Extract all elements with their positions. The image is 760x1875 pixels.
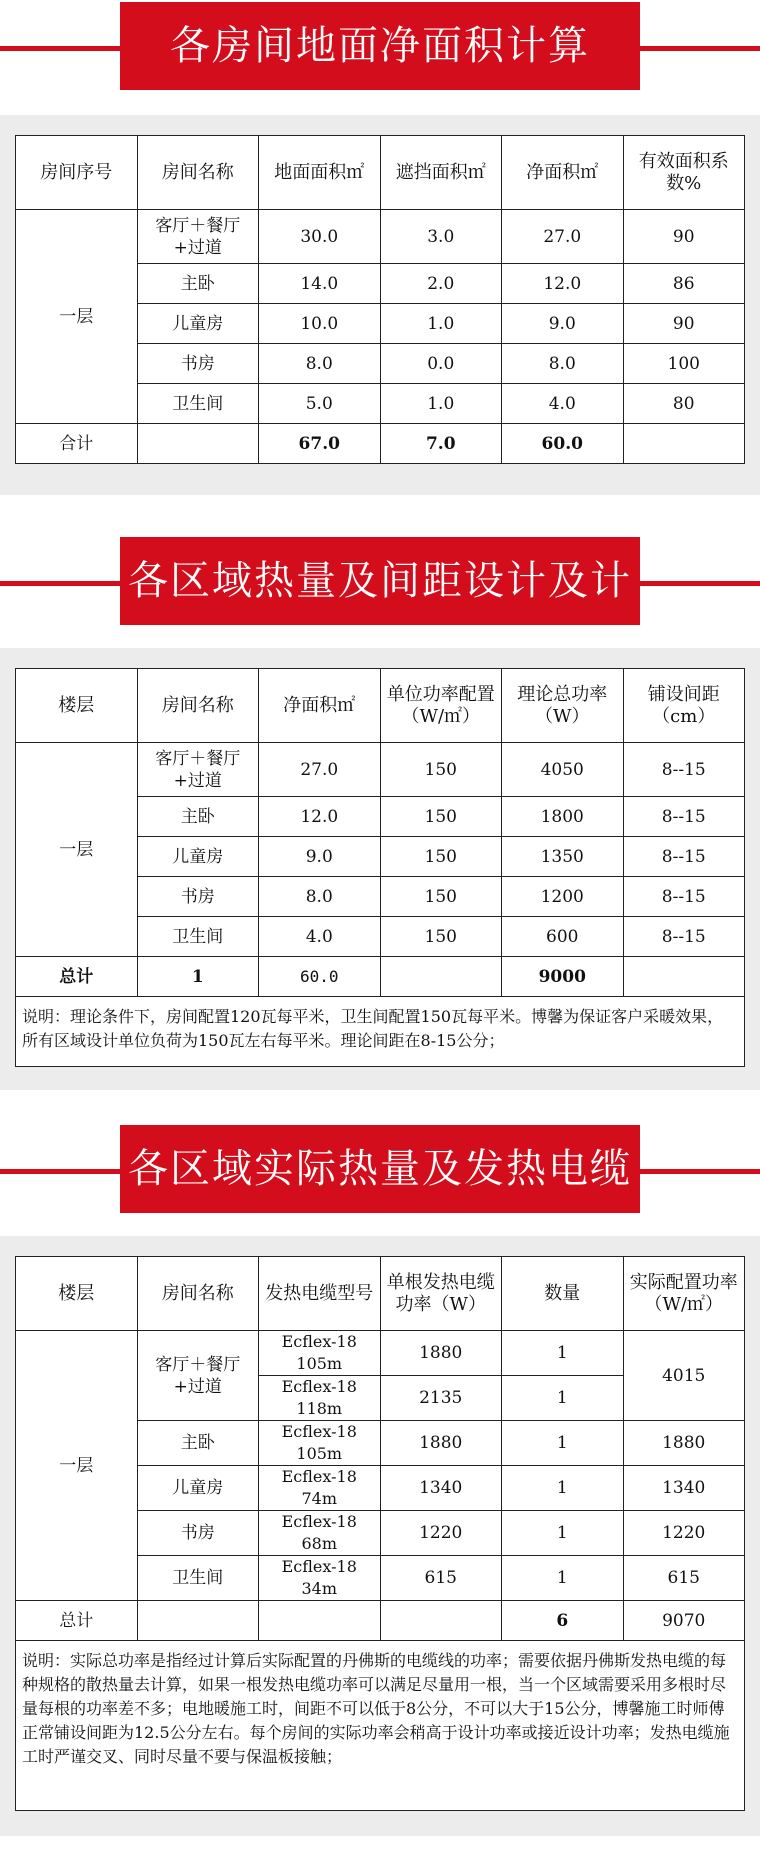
cable-power: 1880 <box>380 1421 502 1466</box>
unit-power: 150 <box>380 917 502 957</box>
spacing: 8--15 <box>623 743 745 797</box>
header-cell: 房间名称 <box>137 669 259 743</box>
empty-cell <box>137 424 259 464</box>
empty-cell <box>623 424 745 464</box>
blocked-area: 1.0 <box>380 304 502 344</box>
header-cell: 楼层 <box>16 669 138 743</box>
header-cell: 房间名称 <box>137 136 259 210</box>
actual-power: 1340 <box>623 1466 745 1511</box>
header-cell: 发热电缆型号 <box>259 1257 381 1331</box>
section1-title: 各房间地面净面积计算 <box>120 2 640 90</box>
empty-cell <box>623 957 745 997</box>
table-header-row <box>16 669 745 743</box>
section1-panel <box>0 115 760 495</box>
total-label: 总计 <box>16 957 138 997</box>
cable-power: 615 <box>380 1556 502 1601</box>
cable-model: Ecflex-18 105m <box>259 1331 381 1376</box>
cable-qty: 1 <box>502 1376 624 1421</box>
cable-model: Ecflex-18 34m <box>259 1556 381 1601</box>
blocked-area: 2.0 <box>380 264 502 304</box>
note-row <box>16 1641 745 1811</box>
blocked-area: 3.0 <box>380 210 502 264</box>
floor-area: 5.0 <box>259 384 381 424</box>
section3-panel <box>0 1236 760 1836</box>
header-cell: 数量 <box>502 1257 624 1331</box>
header-cell: 理论总功率（W） <box>502 669 624 743</box>
floor-cell: 一层 <box>16 210 138 424</box>
actual-heat-table <box>15 1256 745 1811</box>
cable-power: 1220 <box>380 1511 502 1556</box>
total-blocked-area: 7.0 <box>380 424 502 464</box>
spacing: 8--15 <box>623 917 745 957</box>
empty-cell <box>137 1601 259 1641</box>
header-cell: 实际配置功率（W/㎡） <box>623 1257 745 1331</box>
note-row <box>16 997 745 1067</box>
room-name: 主卧 <box>137 1421 259 1466</box>
cable-model: Ecflex-18 105m <box>259 1421 381 1466</box>
room-name: 书房 <box>137 1511 259 1556</box>
spacing: 8--15 <box>623 837 745 877</box>
total-power: 4050 <box>502 743 624 797</box>
net-area: 12.0 <box>259 797 381 837</box>
header-cell: 铺设间距（cm） <box>623 669 745 743</box>
actual-power: 4015 <box>623 1331 745 1421</box>
heat-design-table <box>15 668 745 1067</box>
section2-panel <box>0 648 760 1090</box>
table-row <box>16 1331 745 1376</box>
total-row <box>16 957 745 997</box>
header-cell: 净面积㎡ <box>502 136 624 210</box>
header-cell: 净面积㎡ <box>259 669 381 743</box>
section1-header <box>0 2 760 92</box>
empty-cell <box>259 1601 381 1641</box>
header-cell: 单根发热电缆功率（W） <box>380 1257 502 1331</box>
total-net-area: 60.0 <box>259 957 381 997</box>
total-label: 总计 <box>16 1601 138 1641</box>
room-name: 儿童房 <box>137 304 259 344</box>
room-name: 书房 <box>137 877 259 917</box>
total-power: 1800 <box>502 797 624 837</box>
total-power: 1200 <box>502 877 624 917</box>
unit-power: 150 <box>380 743 502 797</box>
table-row <box>16 210 745 264</box>
net-area: 12.0 <box>502 264 624 304</box>
empty-cell <box>380 1601 502 1641</box>
floor-area: 30.0 <box>259 210 381 264</box>
table-row <box>16 743 745 797</box>
net-area: 9.0 <box>502 304 624 344</box>
total-net-area: 60.0 <box>502 424 624 464</box>
cable-power: 1340 <box>380 1466 502 1511</box>
header-cell: 房间序号 <box>16 136 138 210</box>
room-name: 卫生间 <box>137 1556 259 1601</box>
actual-power: 1220 <box>623 1511 745 1556</box>
cable-qty: 1 <box>502 1511 624 1556</box>
coef: 90 <box>623 210 745 264</box>
net-area-table <box>15 135 745 464</box>
room-name: 卫生间 <box>137 917 259 957</box>
room-name: 儿童房 <box>137 1466 259 1511</box>
floor-cell: 一层 <box>16 1331 138 1601</box>
empty-cell <box>380 957 502 997</box>
actual-power: 1880 <box>623 1421 745 1466</box>
coef: 90 <box>623 304 745 344</box>
table-header-row <box>16 1257 745 1331</box>
total-actual-power: 9070 <box>623 1601 745 1641</box>
unit-power: 150 <box>380 837 502 877</box>
floor-cell: 一层 <box>16 743 138 957</box>
cable-model: Ecflex-18 68m <box>259 1511 381 1556</box>
header-cell: 楼层 <box>16 1257 138 1331</box>
cable-qty: 1 <box>502 1421 624 1466</box>
room-name: 客厅＋餐厅+过道 <box>137 1331 259 1421</box>
net-area: 27.0 <box>502 210 624 264</box>
section3-title: 各区域实际热量及发热电缆 <box>120 1125 640 1213</box>
net-area: 27.0 <box>259 743 381 797</box>
room-name: 卫生间 <box>137 384 259 424</box>
total-power: 9000 <box>502 957 624 997</box>
room-name: 儿童房 <box>137 837 259 877</box>
actual-note: 说明：实际总功率是指经过计算后实际配置的丹佛斯的电缆线的功率；需要依据丹佛斯发热电缆的每种规格的散热量去计算，如果一根发热电缆功率可以满足尽量用一根，当一个区域需要采用多根时尽量每根的功率差不多；电地暖施工时，间距不可以低于8公分，不可以大于15公分，博馨施工时师傅正常铺设间距为12.5公分左右。每个房间的实际功率会稍高于设计功率或接近设计功率；发热电缆施工时严谨交叉、同时尽量不要与保温板接触； <box>16 1641 745 1811</box>
total-power: 600 <box>502 917 624 957</box>
floor-area: 8.0 <box>259 344 381 384</box>
blocked-area: 1.0 <box>380 384 502 424</box>
room-name: 客厅＋餐厅+过道 <box>137 210 259 264</box>
total-floor-area: 67.0 <box>259 424 381 464</box>
spacing: 8--15 <box>623 797 745 837</box>
cable-qty: 1 <box>502 1556 624 1601</box>
net-area: 4.0 <box>259 917 381 957</box>
section2-title: 各区域热量及间距设计及计 <box>120 537 640 625</box>
net-area: 8.0 <box>502 344 624 384</box>
header-cell: 地面面积㎡ <box>259 136 381 210</box>
total-power: 1350 <box>502 837 624 877</box>
section3-header <box>0 1125 760 1215</box>
header-cell: 有效面积系数% <box>623 136 745 210</box>
total-label: 合计 <box>16 424 138 464</box>
room-name: 书房 <box>137 344 259 384</box>
table-header-row <box>16 136 745 210</box>
coef: 100 <box>623 344 745 384</box>
net-area: 8.0 <box>259 877 381 917</box>
cable-model: Ecflex-18 74m <box>259 1466 381 1511</box>
room-name: 主卧 <box>137 264 259 304</box>
cable-model: Ecflex-18 118m <box>259 1376 381 1421</box>
unit-power: 150 <box>380 877 502 917</box>
coef: 80 <box>623 384 745 424</box>
unit-power: 150 <box>380 797 502 837</box>
header-cell: 单位功率配置（W/㎡） <box>380 669 502 743</box>
total-qty: 6 <box>502 1601 624 1641</box>
header-cell: 遮挡面积㎡ <box>380 136 502 210</box>
total-count: 1 <box>137 957 259 997</box>
actual-power: 615 <box>623 1556 745 1601</box>
net-area: 9.0 <box>259 837 381 877</box>
section2-header <box>0 537 760 627</box>
blocked-area: 0.0 <box>380 344 502 384</box>
cable-qty: 1 <box>502 1331 624 1376</box>
cable-power: 2135 <box>380 1376 502 1421</box>
cable-power: 1880 <box>380 1331 502 1376</box>
room-name: 主卧 <box>137 797 259 837</box>
floor-area: 10.0 <box>259 304 381 344</box>
design-note: 说明：理论条件下，房间配置120瓦每平米，卫生间配置150瓦每平米。博馨为保证客户采暖效果，所有区域设计单位负荷为150瓦左右每平米。理论间距在8-15公分； <box>16 997 745 1067</box>
total-row <box>16 1601 745 1641</box>
coef: 86 <box>623 264 745 304</box>
spacing: 8--15 <box>623 877 745 917</box>
total-row <box>16 424 745 464</box>
room-name: 客厅＋餐厅+过道 <box>137 743 259 797</box>
net-area: 4.0 <box>502 384 624 424</box>
header-cell: 房间名称 <box>137 1257 259 1331</box>
floor-area: 14.0 <box>259 264 381 304</box>
cable-qty: 1 <box>502 1466 624 1511</box>
